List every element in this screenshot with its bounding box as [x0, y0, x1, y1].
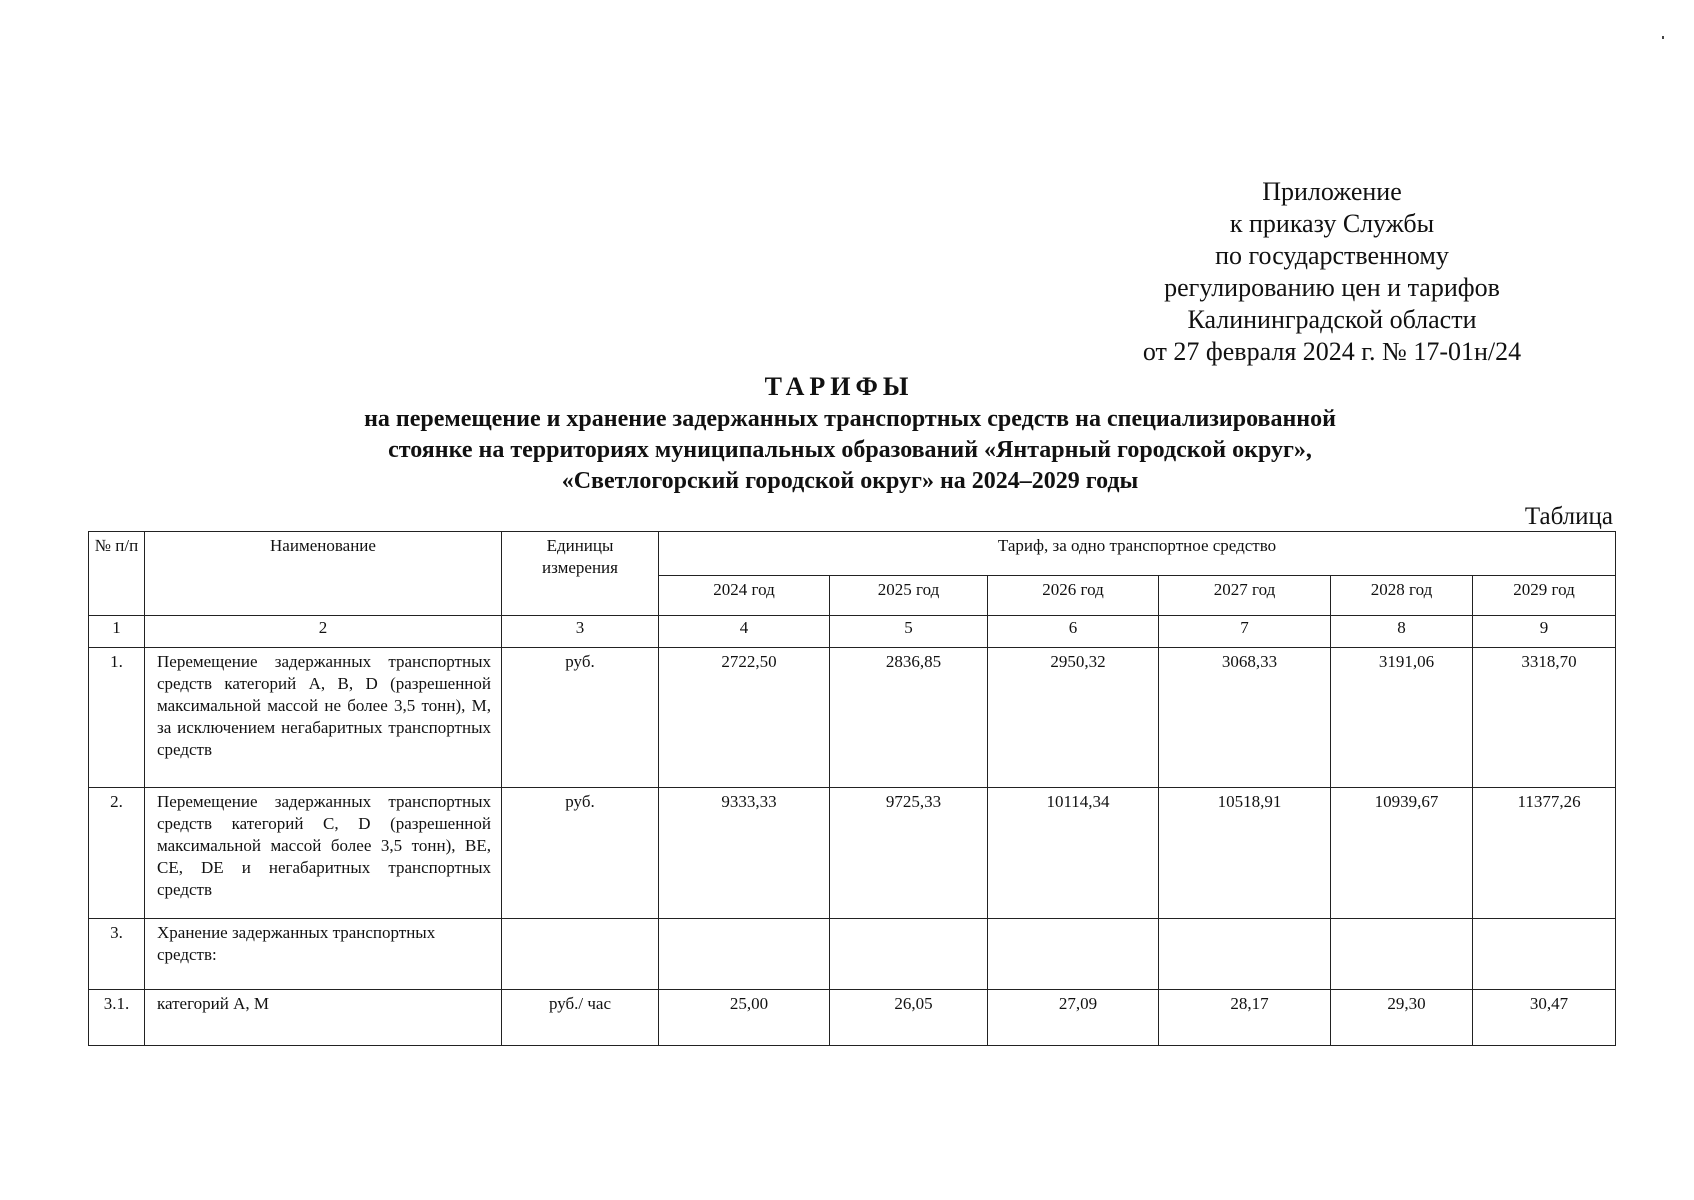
- tariff-value: [659, 919, 830, 990]
- tariff-value: 9725,33: [830, 788, 988, 919]
- header-year: 2024 год: [659, 576, 830, 616]
- tariff-value: 10939,67: [1331, 788, 1473, 919]
- header-year: 2029 год: [1473, 576, 1616, 616]
- row-name: Хранение задержанных транспортных средств:: [145, 919, 502, 990]
- row-unit: руб./ час: [502, 990, 659, 1046]
- tariff-value: [830, 919, 988, 990]
- column-number: 7: [1159, 616, 1331, 648]
- header-unit: Единицы измерения: [502, 532, 659, 616]
- subtitle-line-1: на перемещение и хранение задержанных транспортных средств на специализированной: [364, 406, 1336, 432]
- tariff-value: 28,17: [1159, 990, 1331, 1046]
- scan-speck: [1662, 36, 1664, 39]
- tariff-value: 30,47: [1473, 990, 1616, 1046]
- header-year: 2025 год: [830, 576, 988, 616]
- table-label: Таблица: [1524, 503, 1613, 530]
- table-row: [89, 648, 1616, 788]
- row-name: категорий A, M: [145, 990, 502, 1046]
- row-number: 1.: [89, 648, 145, 788]
- tariff-value: 2722,50: [659, 648, 830, 788]
- document-title: ТАРИФЫ: [764, 372, 914, 401]
- row-number: 2.: [89, 788, 145, 919]
- subtitle-line-2: стоянке на территориях муниципальных образований «Янтарный городской округ»,: [388, 437, 1312, 463]
- column-numbers-row: [89, 616, 1616, 648]
- row-unit: руб.: [502, 648, 659, 788]
- appendix-line-4: регулированию цен и тарифов: [1164, 273, 1500, 302]
- appendix-line-6: от 27 февраля 2024 г. № 17-01н/24: [1142, 337, 1522, 366]
- table-row: [89, 919, 1616, 990]
- header-year: 2027 год: [1159, 576, 1331, 616]
- column-number: 6: [988, 616, 1159, 648]
- tariff-value: 27,09: [988, 990, 1159, 1046]
- tariff-value: 11377,26: [1473, 788, 1616, 919]
- table-header-row: [89, 532, 1616, 576]
- table-row: [89, 990, 1616, 1046]
- tariff-value: 3068,33: [1159, 648, 1331, 788]
- column-number: 1: [89, 616, 145, 648]
- column-number: 3: [502, 616, 659, 648]
- appendix-line-2: к приказу Службы: [1229, 209, 1435, 238]
- tariff-value: 26,05: [830, 990, 988, 1046]
- tariff-value: 9333,33: [659, 788, 830, 919]
- document-subtitle: [0, 404, 1694, 497]
- tariff-value: 10114,34: [988, 788, 1159, 919]
- header-name: Наименование: [145, 532, 502, 616]
- tariff-value: 10518,91: [1159, 788, 1331, 919]
- tariff-value: [1331, 919, 1473, 990]
- tariff-value: 2836,85: [830, 648, 988, 788]
- tariff-table: [88, 531, 1616, 1046]
- row-name: Перемещение задержанных транспортных средств категорий A, B, D (разрешенной максимальной массой не более 3,5 тонн), M, за исключением негабаритных транспортных средств: [145, 648, 502, 788]
- tariff-value: 29,30: [1331, 990, 1473, 1046]
- column-number: 8: [1331, 616, 1473, 648]
- column-number: 5: [830, 616, 988, 648]
- header-year: 2026 год: [988, 576, 1159, 616]
- subtitle-line-3: «Светлогорский городской округ» на 2024–2029 годы: [561, 468, 1139, 494]
- tariff-value: [988, 919, 1159, 990]
- appendix-line-3: по государственному: [1215, 241, 1449, 270]
- header-year: 2028 год: [1331, 576, 1473, 616]
- column-number: 2: [145, 616, 502, 648]
- header-tariff: Тариф, за одно транспортное средство: [659, 532, 1616, 576]
- row-unit: руб.: [502, 788, 659, 919]
- row-name: Перемещение задержанных транспортных средств категорий C, D (разрешенной максимальной массой более 3,5 тонн), BE, CE, DE и негабаритных транспортных средств: [145, 788, 502, 919]
- tariff-value: 3191,06: [1331, 648, 1473, 788]
- table-row: [89, 788, 1616, 919]
- appendix-line-1: Приложение: [1262, 177, 1402, 206]
- column-number: 4: [659, 616, 830, 648]
- row-number: 3.1.: [89, 990, 145, 1046]
- tariff-value: [1473, 919, 1616, 990]
- row-number: 3.: [89, 919, 145, 990]
- row-unit: [502, 919, 659, 990]
- column-number: 9: [1473, 616, 1616, 648]
- appendix-line-5: Калининградской области: [1187, 305, 1477, 334]
- tariff-value: 25,00: [659, 990, 830, 1046]
- appendix-block: [1052, 176, 1612, 368]
- header-num: № п/п: [89, 532, 145, 616]
- tariff-value: 2950,32: [988, 648, 1159, 788]
- tariff-value: 3318,70: [1473, 648, 1616, 788]
- tariff-value: [1159, 919, 1331, 990]
